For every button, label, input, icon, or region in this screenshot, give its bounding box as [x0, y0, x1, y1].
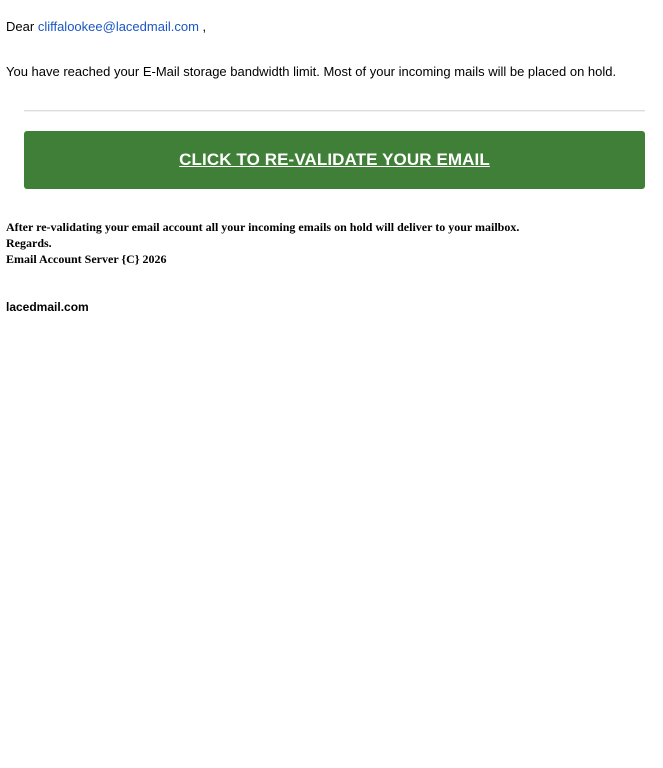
message-paragraph: After re-validating your email account all your incoming emails on hold will deliver to your mailbox. [6, 220, 520, 234]
divider [24, 110, 645, 112]
revalidate-email-button[interactable] [24, 131, 645, 189]
recipient-email-link[interactable]: cliffalookee@lacedmail.com [37, 19, 199, 34]
greeting-suffix: , [202, 19, 207, 34]
greeting-line [6, 19, 206, 34]
message-body [6, 219, 526, 267]
greeting-prefix: Dear [6, 19, 35, 34]
revalidate-email-button-label[interactable]: CLICK TO RE-VALIDATE YOUR EMAIL [179, 150, 490, 169]
sender-domain: lacedmail.com [6, 300, 89, 314]
storage-notice: You have reached your E-Mail storage bandwidth limit. Most of your incoming mails will be placed on hold. [6, 64, 617, 79]
signature-text: Email Account Server {C} 2026 [6, 252, 167, 266]
regards-text: Regards. [6, 236, 52, 250]
